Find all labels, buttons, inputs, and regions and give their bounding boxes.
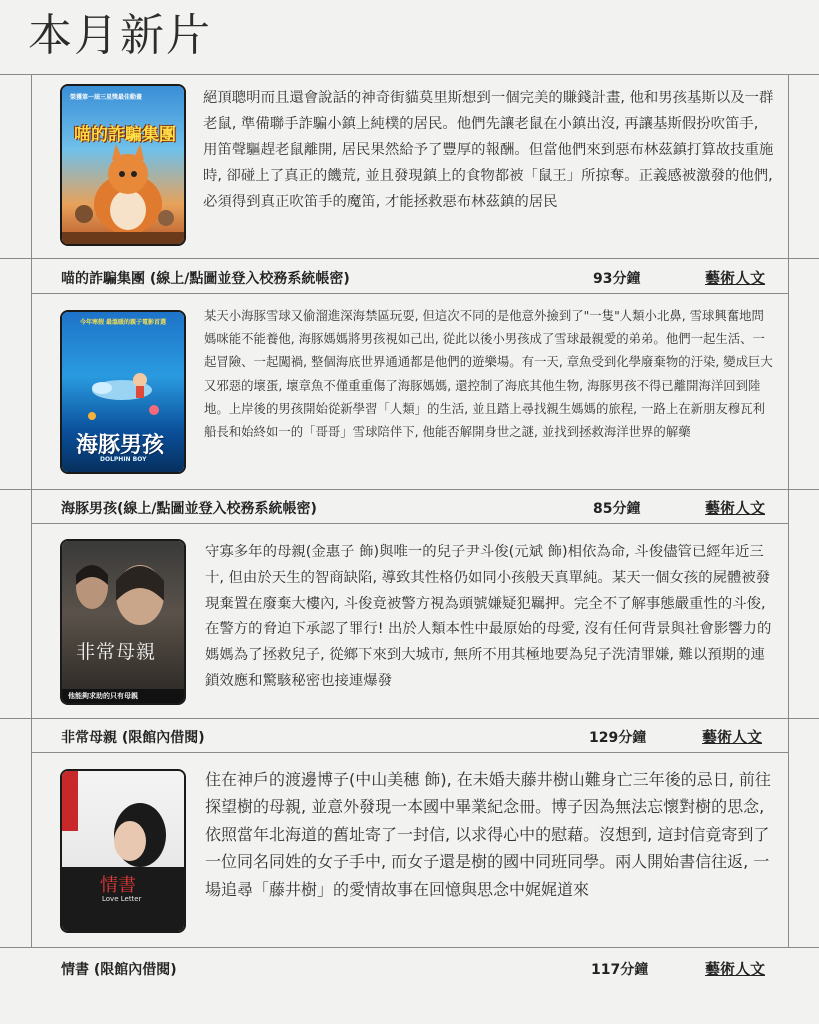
movie-duration: 129分鐘 — [589, 730, 647, 746]
mother-illustration — [62, 541, 184, 703]
movie-category-link[interactable]: 藝術人文 — [705, 269, 766, 287]
cat-illustration — [62, 86, 184, 244]
row-divider — [31, 752, 788, 753]
row-divider — [0, 718, 819, 719]
movie-title[interactable]: 情書 (限館內借閱) — [61, 962, 177, 978]
movie-title[interactable]: 海豚男孩(線上/點圖並登入校務系統帳密) — [61, 501, 317, 517]
row-divider — [31, 523, 788, 524]
movie-description: 守寡多年的母親(金惠子 飾)與唯一的兒子尹斗俊(元斌 飾)相依為命, 斗俊儘管已經年近三十, 但由於天生的智商缺陷, 導致其性格仍如同小孩般天真單純。某天一個女孩的屍體被發現棄置在廢棄大樓內, 斗俊竟被警方視為頭號嫌疑犯羈押。完全不了解事態嚴重性的斗俊, 在警方的脅迫下承認了罪行! 出於人類本性中最原始的母愛, 沒有任何背景與社會影響力的媽媽為了拯救兒子, 從鄉下來到大城市, 無所不用其極地要為兒子洗清罪嫌, 難以預期的連鎖效應和驚駭秘密也接連爆發 — [205, 544, 772, 689]
movie-poster-cat-scam[interactable] — [62, 86, 184, 244]
row-divider — [31, 293, 788, 294]
movie-category-link[interactable]: 藝術人文 — [702, 728, 763, 746]
movie-title[interactable]: 非常母親 (限館內借閱) — [61, 730, 205, 746]
row-divider — [0, 489, 819, 490]
poster-bottom-text: 他能夠求助的只有母親 — [68, 692, 138, 700]
frame-right-border — [788, 74, 789, 948]
movie-description: 絕頂聰明而且還會說話的神奇街貓莫里斯想到一個完美的賺錢計畫, 他和男孩基斯以及一群老鼠, 準備聯手詐騙小鎮上純樸的居民。他們先讓老鼠在小鎮出沒, 再讓基斯假扮吹笛手, 用笛聲驅趕老鼠離開, 居民果然給予了豐厚的報酬。但當他們來到惡布林茲鎮打算故技重施時, 卻碰上了真正的饑荒, 並且發現鎮上的食物都被「鼠王」所掠奪。正義感被激發的他們, 必須得到真正吹笛手的魔笛, 才能拯救惡布林茲鎮的居民 — [203, 90, 774, 210]
movie-duration: 93分鐘 — [593, 271, 641, 287]
movie-duration: 85分鐘 — [593, 501, 641, 517]
movie-duration: 117分鐘 — [591, 962, 649, 978]
poster-top-text: 今年寒假 最溫暖的親子電影首選 — [79, 319, 167, 326]
poster-top-text: 榮獲第一屆三星獎最佳動畫 — [70, 94, 143, 101]
frame-left-border — [31, 74, 32, 948]
page-title: 本月新片 — [28, 10, 212, 61]
movie-description: 住在神戶的渡邊博子(中山美穗 飾), 在未婚夫藤井樹山難身亡三年後的忌日, 前往探望樹的母親, 並意外發現一本國中畢業紀念冊。博子因為無法忘懷對樹的思念, 依照當年北海道的舊址寄了一封信, 以求得心中的慰藉。沒想到, 這封信竟寄到了一位同名同姓的女子手中, 而女子還是樹的國中同班同學。兩人開始書信往返, 一場追尋「藤井樹」的愛情故事在回憶與思念中娓娓道來 — [205, 770, 771, 899]
poster-title: 海豚男孩 — [76, 433, 165, 458]
movie-title[interactable]: 喵的詐騙集團 (線上/點圖並登入校務系統帳密) — [61, 271, 350, 287]
poster-title: 非常母親 — [76, 641, 157, 663]
row-divider — [0, 947, 819, 948]
movie-description: 某天小海豚雪球又偷溜進深海禁區玩耍, 但這次不同的是他意外撿到了"一隻"人類小北鼻, 雪球興奮地問媽咪能不能養他, 海豚媽媽將男孩視如己出, 從此以後小男孩成了雪球最親愛的弟弟。他們一起生活、一起冒險、一起闖禍, 整個海底世界通通都是他們的遊樂場。有一天, 章魚受到化學廢棄物的汙染, 變成巨大又邪惡的壞蛋, 壞章魚不僅重重傷了海豚媽媽, 還控制了海底其他生物, 海豚男孩不得已離開海洋回到陸地。上岸後的男孩開始從新學習「人類」的生活, 並且踏上尋找親生媽媽的旅程, 一路上在新朋友穆瓦利船長和始終如一的「哥哥」雪球陪伴下, 他能否解開身世之謎, 並找到拯救海洋世界的解藥 — [204, 308, 773, 440]
movie-poster-dolphin-boy[interactable] — [62, 312, 184, 472]
movie-poster-love-letter[interactable] — [62, 771, 184, 931]
woman-illustration — [62, 771, 184, 931]
header-divider — [0, 74, 819, 75]
movie-category-link[interactable]: 藝術人文 — [705, 499, 766, 517]
row-divider — [0, 258, 819, 259]
poster-title: 情書 — [100, 875, 136, 896]
poster-subtitle: Love Letter — [102, 895, 142, 903]
movie-poster-mother[interactable] — [62, 541, 184, 703]
movie-category-link[interactable]: 藝術人文 — [705, 960, 766, 978]
poster-subtitle: DOLPHIN BOY — [100, 456, 147, 463]
poster-title: 喵的詐騙集團 — [74, 125, 176, 145]
